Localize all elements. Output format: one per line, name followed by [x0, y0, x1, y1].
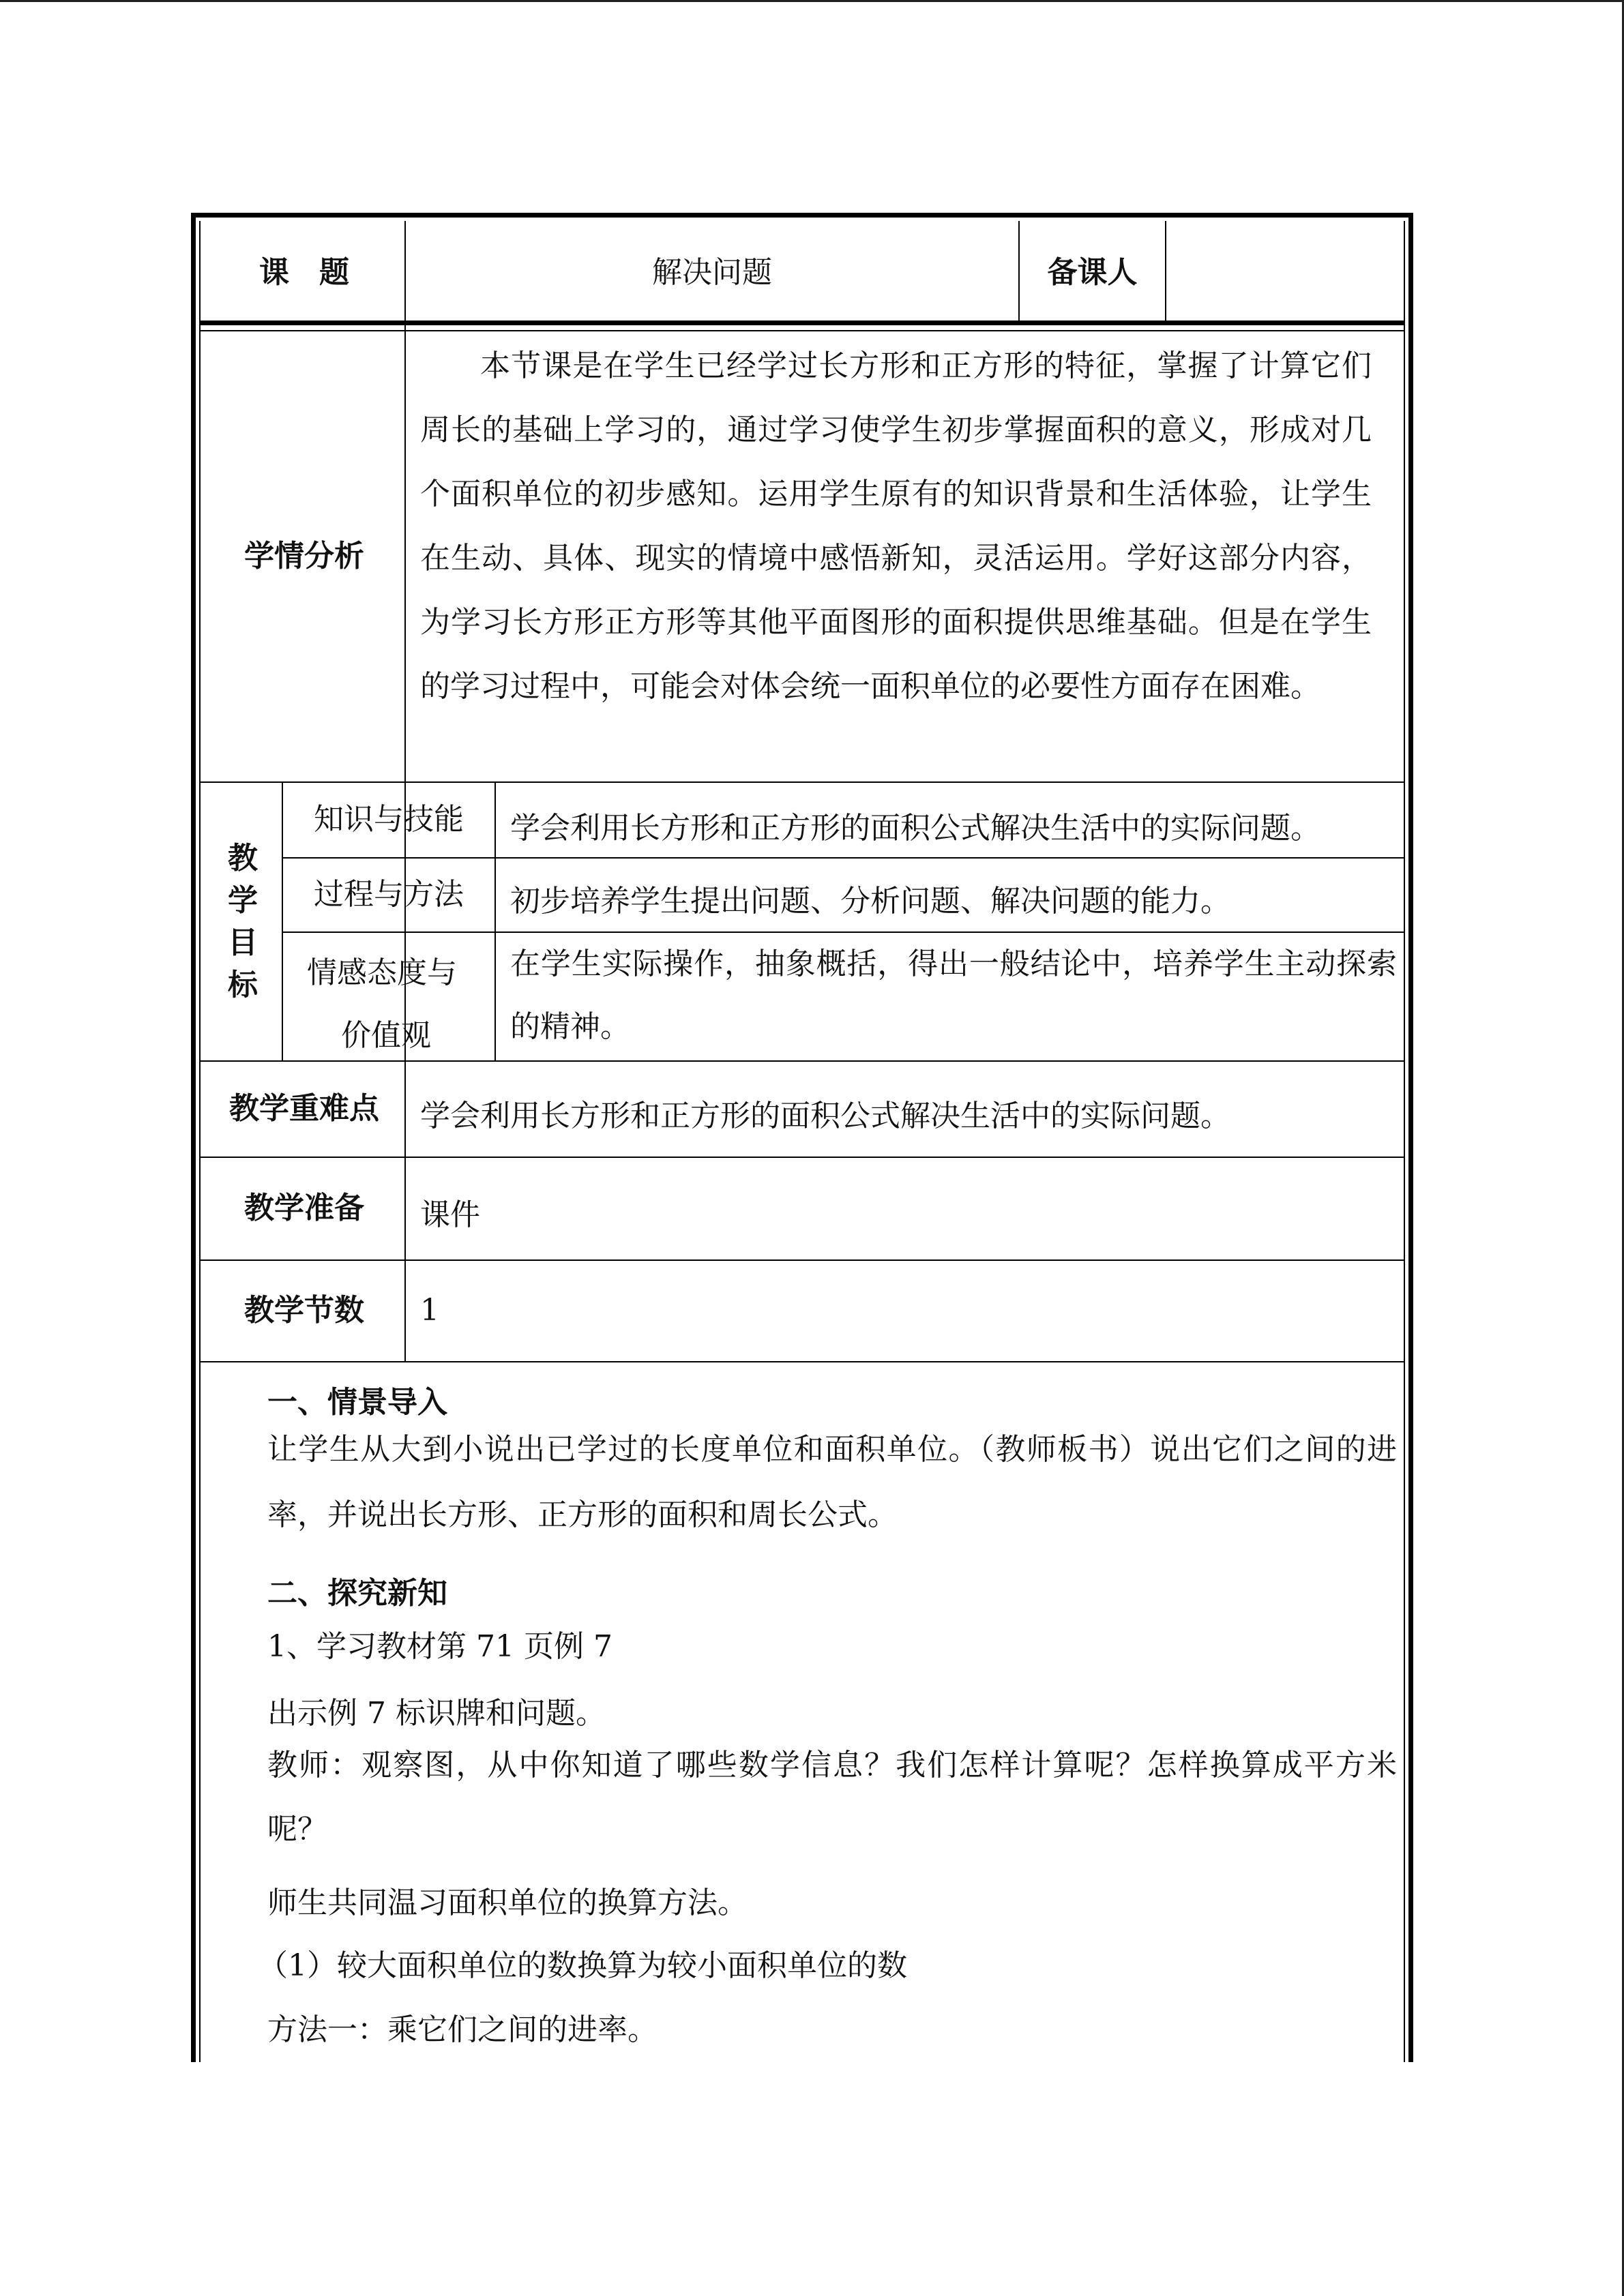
process-line-2: 出示例 7 标识牌和问题。 [267, 1696, 606, 1731]
objectives-label-char: 教 [228, 840, 258, 876]
objective-process-value: 初步培养学生提出问题、分析问题、解决问题的能力。 [510, 884, 1230, 919]
preparer-label: 备课人 [1047, 255, 1138, 290]
process-line-1: 1、学习教材第 71 页例 7 [267, 1629, 612, 1664]
preparation-value: 课件 [420, 1197, 480, 1232]
process-line-3: 教师：观察图，从中你知道了哪些数学信息？我们怎样计算呢？怎样换算成平方米呢？ [267, 1748, 1397, 1847]
section1-title: 一、情景导入 [267, 1385, 447, 1420]
objectives-label-char: 目 [228, 925, 258, 960]
preparation-label: 教学准备 [244, 1191, 364, 1226]
label-column-rule-top [404, 221, 406, 1061]
preparer-value [1166, 226, 1400, 320]
process-line-6: 方法一：乘它们之间的进率。 [267, 2012, 658, 2047]
objective-attitude-label-line1: 情感态度与 [307, 955, 457, 990]
keypoints-value: 学会利用长方形和正方形的面积公式解决生活中的实际问题。 [420, 1099, 1230, 1133]
objective-knowledge-value: 学会利用长方形和正方形的面积公式解决生活中的实际问题。 [510, 811, 1320, 846]
sessions-value: 1 [420, 1293, 439, 1328]
process-line-5: （1）较大面积单位的数换算为较小面积单位的数 [258, 1948, 907, 1983]
objectives-label-char: 学 [228, 882, 258, 918]
section1-text: 让学生从大到小说出已学过的长度单位和面积单位。（教师板书）说出它们之间的进率，并说出长方形、正方形的面积和周长公式。 [267, 1432, 1397, 1532]
objective-process-label: 过程与方法 [314, 877, 464, 912]
process-line-4: 师生共同温习面积单位的换算方法。 [267, 1885, 748, 1920]
objectives-label-rule [494, 781, 496, 1061]
section2-title: 二、探究新知 [267, 1576, 447, 1611]
analysis-label: 学情分析 [244, 538, 364, 573]
header-bottom-rule [199, 320, 1405, 325]
label-column-rule-bottom [404, 1060, 406, 1361]
objectives-label-char: 标 [228, 967, 258, 1002]
analysis-text: 本节课是在学生已经学过长方形和正方形的特征，掌握了计算它们周长的基础上学习的，通过学习使学生初步掌握面积的意义，形成对几个面积单位的初步感知。运用学生原有的知识背景和生活体验，让学生在生动、具体、现实的情境中感悟新知，灵活运用。学好这部分内容，为学习长方形正方形等其他平面图形的面积提供思维基础。但是在学生的学习过程中，可能会对体会统一面积单位的必要性方面存在困难。 [420, 348, 1372, 704]
objective-attitude-label-line2: 价值观 [341, 1018, 431, 1053]
page-top-edge [0, 0, 1624, 2]
sessions-label: 教学节数 [244, 1293, 364, 1328]
objective-attitude-value: 在学生实际操作，抽象概括，得出一般结论中，培养学生主动探索的精神。 [510, 946, 1397, 1044]
topic-value: 解决问题 [652, 255, 772, 290]
topic-label: 课 题 [259, 255, 349, 290]
objective-knowledge-label: 知识与技能 [314, 802, 464, 837]
objectives-label [204, 783, 282, 1060]
keypoints-label: 教学重难点 [229, 1091, 379, 1127]
sessions-bottom-rule [199, 1361, 1405, 1362]
